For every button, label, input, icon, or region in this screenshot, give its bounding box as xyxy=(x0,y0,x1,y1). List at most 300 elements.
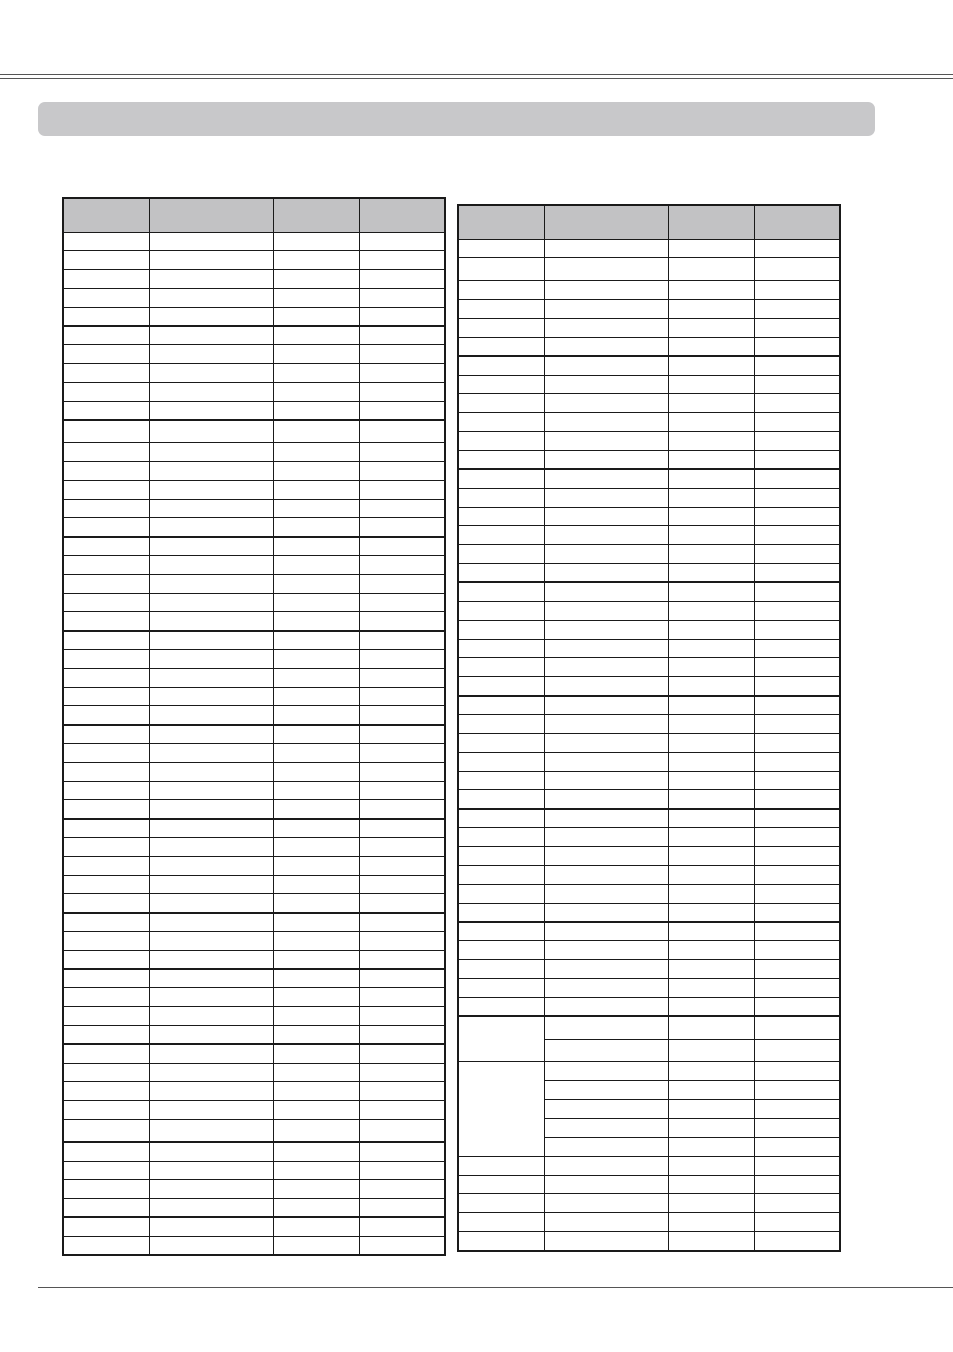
table-cell xyxy=(458,375,544,394)
table-cell xyxy=(544,696,668,715)
top-rule xyxy=(0,74,953,75)
table-cell xyxy=(273,480,359,499)
top-rule-secondary xyxy=(0,78,953,79)
table-cell xyxy=(149,382,273,401)
table-cell xyxy=(149,420,273,443)
table-row xyxy=(63,1007,445,1026)
table-row xyxy=(458,941,840,960)
table-row xyxy=(458,752,840,771)
column-header xyxy=(273,198,359,232)
table-cell xyxy=(458,639,544,658)
table-cell xyxy=(149,612,273,631)
table-cell xyxy=(754,582,840,601)
table-cell xyxy=(273,232,359,251)
table-cell xyxy=(63,706,149,725)
table-cell xyxy=(149,800,273,819)
table-cell xyxy=(359,462,445,481)
table-row xyxy=(458,1194,840,1213)
table-cell xyxy=(544,922,668,941)
table-row xyxy=(63,326,445,345)
table-cell xyxy=(754,375,840,394)
table-cell xyxy=(149,725,273,744)
table-cell xyxy=(273,631,359,650)
table-cell xyxy=(544,979,668,998)
table-row xyxy=(63,1025,445,1044)
table-cell xyxy=(273,969,359,988)
table-cell xyxy=(544,582,668,601)
table-row xyxy=(63,762,445,781)
table-cell xyxy=(754,507,840,526)
table-cell xyxy=(544,545,668,564)
table-cell xyxy=(668,979,754,998)
table-cell xyxy=(668,281,754,300)
table-cell xyxy=(359,1199,445,1218)
table-cell xyxy=(544,318,668,337)
table-cell xyxy=(359,875,445,894)
table-row xyxy=(458,526,840,545)
table-cell xyxy=(149,706,273,725)
table-cell xyxy=(273,364,359,383)
table-row xyxy=(63,1161,445,1180)
table-cell xyxy=(149,537,273,556)
table-cell xyxy=(668,545,754,564)
table-cell xyxy=(668,903,754,922)
table-cell xyxy=(458,941,544,960)
table-row xyxy=(458,865,840,884)
table-row xyxy=(458,1232,840,1251)
table-cell xyxy=(149,781,273,800)
table-row xyxy=(458,696,840,715)
table-cell xyxy=(458,733,544,752)
table-cell xyxy=(149,687,273,706)
table-cell xyxy=(63,969,149,988)
table-cell xyxy=(754,239,840,258)
table-row xyxy=(63,725,445,744)
table-cell xyxy=(458,714,544,733)
table-cell xyxy=(359,668,445,687)
table-cell xyxy=(458,1232,544,1251)
table-cell xyxy=(668,300,754,319)
table-row xyxy=(63,1217,445,1236)
table-row xyxy=(458,733,840,752)
table-cell xyxy=(754,564,840,583)
table-cell xyxy=(458,545,544,564)
table-cell xyxy=(458,300,544,319)
table-cell xyxy=(668,337,754,356)
table-cell xyxy=(458,469,544,488)
table-cell xyxy=(149,856,273,875)
table-cell xyxy=(63,650,149,669)
table-cell xyxy=(754,413,840,432)
table-cell xyxy=(63,288,149,307)
table-cell xyxy=(359,1142,445,1161)
table-row xyxy=(458,714,840,733)
table-cell xyxy=(544,1175,668,1194)
table-cell xyxy=(63,270,149,289)
table-row xyxy=(458,979,840,998)
column-header xyxy=(458,205,544,239)
table-cell xyxy=(149,462,273,481)
table-row xyxy=(63,462,445,481)
table-cell xyxy=(359,744,445,763)
table-cell xyxy=(544,809,668,828)
table-row xyxy=(458,1016,840,1039)
table-cell xyxy=(359,725,445,744)
table-cell xyxy=(149,969,273,988)
table-row xyxy=(458,960,840,979)
table-cell xyxy=(273,819,359,838)
table-row xyxy=(63,1101,445,1120)
table-cell xyxy=(273,612,359,631)
table-cell xyxy=(273,574,359,593)
table-cell xyxy=(359,650,445,669)
table-cell xyxy=(273,950,359,969)
table-cell xyxy=(273,931,359,950)
table-cell xyxy=(458,696,544,715)
table-row xyxy=(458,1156,840,1175)
table-row xyxy=(458,488,840,507)
table-cell xyxy=(668,865,754,884)
table-cell xyxy=(544,337,668,356)
table-cell xyxy=(149,443,273,462)
table-cell xyxy=(544,601,668,620)
table-cell xyxy=(668,318,754,337)
table-cell xyxy=(63,1101,149,1120)
table-cell xyxy=(754,922,840,941)
table-cell xyxy=(458,1213,544,1232)
table-cell xyxy=(668,1016,754,1039)
table-row xyxy=(63,345,445,364)
table-cell xyxy=(458,865,544,884)
table-cell xyxy=(754,1175,840,1194)
table-cell xyxy=(544,752,668,771)
table-cell xyxy=(63,931,149,950)
table-cell xyxy=(458,677,544,696)
table-cell xyxy=(63,462,149,481)
table-cell xyxy=(273,800,359,819)
table-cell xyxy=(359,556,445,575)
table-cell xyxy=(668,1119,754,1138)
table-cell xyxy=(668,375,754,394)
table-row xyxy=(63,1236,445,1255)
table-row xyxy=(458,1175,840,1194)
table-cell xyxy=(273,1142,359,1161)
table-cell xyxy=(359,1119,445,1142)
table-cell xyxy=(63,1082,149,1101)
section-banner xyxy=(38,102,875,136)
table-cell xyxy=(63,518,149,537)
table-cell xyxy=(668,847,754,866)
table-cell xyxy=(359,480,445,499)
table-row xyxy=(458,469,840,488)
table-cell xyxy=(668,356,754,375)
column-header xyxy=(149,198,273,232)
table-cell xyxy=(273,650,359,669)
table-cell xyxy=(63,744,149,763)
table-cell xyxy=(458,356,544,375)
table-cell xyxy=(359,931,445,950)
table-cell xyxy=(149,894,273,913)
table-cell xyxy=(273,1161,359,1180)
table-row xyxy=(63,950,445,969)
table-cell xyxy=(273,894,359,913)
table-row xyxy=(458,337,840,356)
table-cell xyxy=(458,1194,544,1213)
table-cell xyxy=(754,903,840,922)
table-cell xyxy=(544,564,668,583)
table-cell xyxy=(668,922,754,941)
table-cell xyxy=(63,499,149,518)
table-cell xyxy=(63,232,149,251)
table-row xyxy=(458,601,840,620)
table-cell xyxy=(359,1007,445,1026)
table-cell xyxy=(149,232,273,251)
table-cell xyxy=(458,979,544,998)
table-row xyxy=(63,706,445,725)
table-cell xyxy=(544,356,668,375)
table-cell xyxy=(63,612,149,631)
table-row xyxy=(63,838,445,857)
table-cell xyxy=(359,345,445,364)
table-cell xyxy=(754,941,840,960)
table-cell xyxy=(273,1044,359,1063)
table-cell xyxy=(63,326,149,345)
table-cell xyxy=(668,658,754,677)
table-cell xyxy=(668,394,754,413)
table-cell xyxy=(273,988,359,1007)
table-cell xyxy=(668,752,754,771)
table-cell xyxy=(458,450,544,469)
table-cell xyxy=(63,1025,149,1044)
table-cell xyxy=(63,725,149,744)
table-cell xyxy=(544,432,668,451)
table-cell xyxy=(273,326,359,345)
table-row xyxy=(458,1213,840,1232)
table-row xyxy=(63,270,445,289)
table-row xyxy=(63,537,445,556)
table-row xyxy=(63,781,445,800)
table-row xyxy=(458,258,840,281)
table-cell xyxy=(544,1232,668,1251)
table-cell xyxy=(149,668,273,687)
table-cell xyxy=(668,1194,754,1213)
table-cell xyxy=(668,771,754,790)
table-cell xyxy=(754,714,840,733)
column-header xyxy=(668,205,754,239)
table-cell xyxy=(544,450,668,469)
table-cell xyxy=(149,574,273,593)
table-cell xyxy=(149,913,273,932)
table-cell xyxy=(544,771,668,790)
table-cell xyxy=(359,232,445,251)
table-cell xyxy=(458,1175,544,1194)
table-cell xyxy=(668,450,754,469)
table-cell xyxy=(149,480,273,499)
table-cell xyxy=(544,413,668,432)
table-cell xyxy=(63,1007,149,1026)
table-cell xyxy=(544,733,668,752)
table-row xyxy=(458,239,840,258)
table-cell xyxy=(544,1137,668,1156)
table-cell xyxy=(754,865,840,884)
table-cell xyxy=(458,790,544,809)
table-cell xyxy=(359,251,445,270)
table-cell xyxy=(668,258,754,281)
table-cell xyxy=(458,526,544,545)
table-cell xyxy=(359,593,445,612)
table-cell xyxy=(544,960,668,979)
table-cell xyxy=(63,838,149,857)
table-cell xyxy=(754,601,840,620)
table-cell xyxy=(458,922,544,941)
table-cell xyxy=(668,960,754,979)
table-cell xyxy=(668,469,754,488)
table-cell xyxy=(149,1180,273,1199)
table-cell xyxy=(149,518,273,537)
table-cell xyxy=(754,394,840,413)
table-cell xyxy=(544,1213,668,1232)
table-cell xyxy=(273,687,359,706)
table-cell xyxy=(544,620,668,639)
table-cell xyxy=(544,865,668,884)
table-cell xyxy=(754,281,840,300)
table-cell xyxy=(668,677,754,696)
table-cell xyxy=(544,1062,668,1081)
table-cell xyxy=(273,856,359,875)
table-cell xyxy=(273,1025,359,1044)
table-row xyxy=(458,356,840,375)
table-cell xyxy=(273,556,359,575)
table-cell xyxy=(273,913,359,932)
table-cell xyxy=(754,1100,840,1119)
table-cell xyxy=(668,828,754,847)
table-cell xyxy=(544,941,668,960)
table-cell xyxy=(149,499,273,518)
table-row xyxy=(458,903,840,922)
table-cell xyxy=(754,979,840,998)
table-cell xyxy=(668,1081,754,1100)
table-row xyxy=(63,443,445,462)
table-cell xyxy=(63,345,149,364)
table-cell xyxy=(359,706,445,725)
table-cell xyxy=(754,1062,840,1081)
table-cell xyxy=(273,518,359,537)
table-cell xyxy=(359,1044,445,1063)
table-cell xyxy=(754,752,840,771)
table-cell xyxy=(359,537,445,556)
table-cell xyxy=(754,828,840,847)
table-cell xyxy=(63,819,149,838)
table-row xyxy=(63,819,445,838)
table-row xyxy=(63,401,445,420)
table-row xyxy=(63,518,445,537)
table-cell xyxy=(63,668,149,687)
table-cell xyxy=(458,564,544,583)
table-cell xyxy=(458,432,544,451)
table-row xyxy=(63,668,445,687)
table-cell xyxy=(273,1082,359,1101)
table-cell xyxy=(544,884,668,903)
table-row xyxy=(63,307,445,326)
table-cell xyxy=(754,1137,840,1156)
table-cell xyxy=(273,499,359,518)
table-row xyxy=(63,650,445,669)
table-cell xyxy=(458,620,544,639)
table-cell xyxy=(359,401,445,420)
table-cell xyxy=(149,1199,273,1218)
table-cell xyxy=(544,1081,668,1100)
table-cell xyxy=(668,714,754,733)
table-cell xyxy=(754,1232,840,1251)
table-cell xyxy=(149,762,273,781)
table-cell xyxy=(544,847,668,866)
table-cell xyxy=(359,1082,445,1101)
table-row xyxy=(63,556,445,575)
table-cell xyxy=(63,913,149,932)
table-cell xyxy=(149,744,273,763)
table-cell xyxy=(544,394,668,413)
table-cell xyxy=(668,941,754,960)
table-cell xyxy=(63,1161,149,1180)
table-cell xyxy=(754,771,840,790)
table-cell xyxy=(668,488,754,507)
table-cell xyxy=(668,1062,754,1081)
table-cell xyxy=(458,507,544,526)
table-row xyxy=(458,884,840,903)
table-cell xyxy=(149,401,273,420)
table-cell xyxy=(754,432,840,451)
table-cell xyxy=(544,714,668,733)
table-cell xyxy=(544,300,668,319)
table-cell xyxy=(754,639,840,658)
table-row xyxy=(63,593,445,612)
table-cell xyxy=(359,913,445,932)
table-cell xyxy=(63,894,149,913)
table-cell xyxy=(63,988,149,1007)
table-row xyxy=(458,828,840,847)
table-cell xyxy=(149,1101,273,1120)
table-row xyxy=(458,394,840,413)
table-cell xyxy=(149,345,273,364)
table-cell xyxy=(668,1232,754,1251)
table-cell xyxy=(63,1119,149,1142)
table-cell xyxy=(63,875,149,894)
table-cell xyxy=(273,288,359,307)
table-cell xyxy=(544,658,668,677)
table-cell xyxy=(63,800,149,819)
table-cell xyxy=(149,838,273,857)
table-cell xyxy=(149,931,273,950)
table-row xyxy=(458,432,840,451)
table-cell xyxy=(359,326,445,345)
table-cell xyxy=(668,809,754,828)
table-cell xyxy=(458,1016,544,1062)
table-row xyxy=(63,687,445,706)
table-row xyxy=(63,631,445,650)
table-cell xyxy=(273,443,359,462)
column-header xyxy=(63,198,149,232)
table-cell xyxy=(273,462,359,481)
table-cell xyxy=(544,258,668,281)
table-cell xyxy=(359,1236,445,1255)
table-cell xyxy=(458,903,544,922)
table-cell xyxy=(754,790,840,809)
table-cell xyxy=(458,394,544,413)
table-row xyxy=(63,574,445,593)
table-row xyxy=(458,790,840,809)
table-cell xyxy=(544,375,668,394)
table-cell xyxy=(149,631,273,650)
